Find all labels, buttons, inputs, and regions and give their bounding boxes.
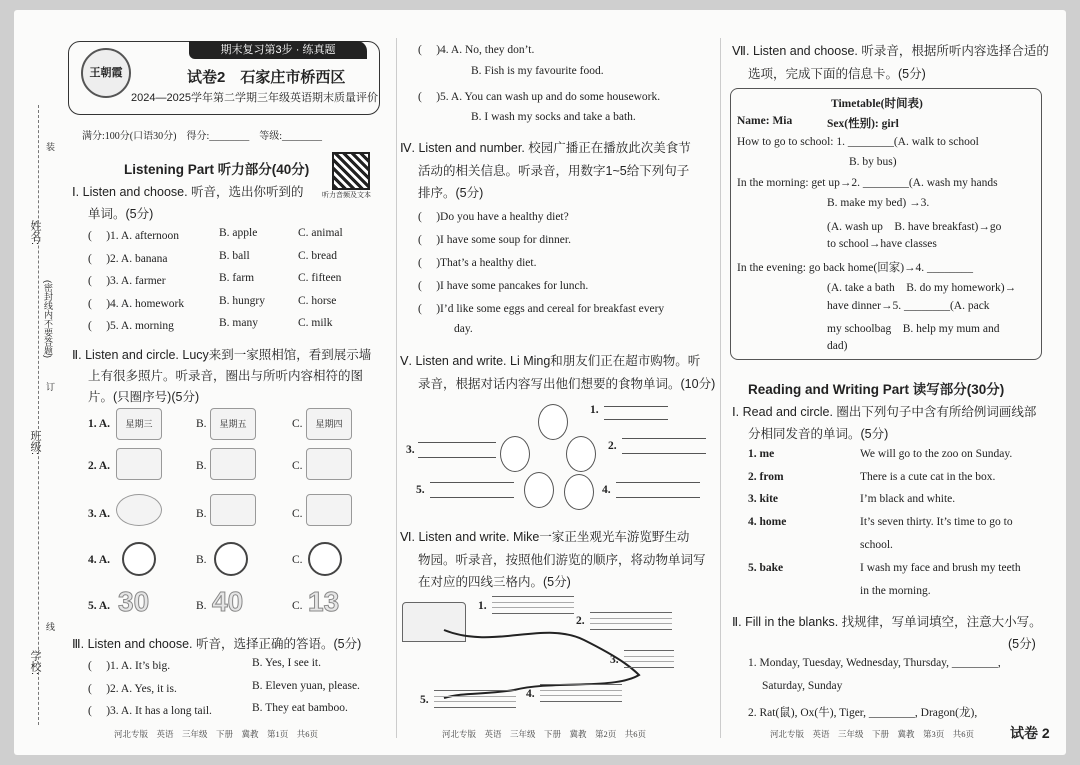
q2-b-label: B.: [196, 460, 207, 472]
footer-page2: 河北专版 英语 三年级 下册 冀教 第2页 共6页: [442, 729, 647, 739]
kid-face-2-icon: [566, 436, 596, 472]
reading1-word-1: 1. me: [748, 448, 775, 460]
timetable-morning-2: B. make my bed) →3.: [827, 197, 930, 209]
reading2-points: (5分): [1008, 637, 1036, 651]
timetable-name: Name: Mia: [737, 115, 793, 127]
seal-line: [38, 105, 39, 725]
seal-char-1: 装: [46, 142, 56, 152]
section5-line2: 录音，根据对话内容写出他们想要的食物单词。(10分): [418, 377, 716, 391]
reading1-line1: Ⅰ. Read and circle. 圈出下列句子中含有所给例词画线部: [732, 405, 1037, 419]
s4-item-2: ( )I have some soup for dinner.: [418, 234, 571, 246]
section4-line1: Ⅳ. Listen and number. 校园广播正在播放此次美食节: [400, 141, 691, 155]
timetable-title: Timetable(时间表): [831, 98, 923, 110]
s3-q2-b: B. Eleven yuan, please.: [252, 679, 360, 692]
s6-answer-3[interactable]: [624, 650, 674, 668]
seal-note: (密封线内不要答题): [43, 280, 53, 358]
clock-c-icon[interactable]: [308, 542, 342, 576]
s6-answer-1[interactable]: [492, 596, 574, 614]
timetable-evening-4: my schoolbag B. help my mum and: [827, 323, 1000, 335]
reading2-line1: Ⅱ. Fill in the blanks. 找规律，写单词填空，注意大小写。: [732, 615, 1042, 629]
step-badge: 期末复习第3步 · 练真题: [189, 41, 367, 59]
s6-answer-4[interactable]: [540, 684, 622, 702]
s4-item-3: ( )That’s a healthy diet.: [418, 257, 537, 269]
timetable-card: [730, 88, 1042, 360]
s3-q5: ( )5. A. You can wash up and do some housework.: [418, 91, 661, 103]
s4-last-word: day.: [454, 323, 473, 335]
person-sleeping-picture[interactable]: [116, 448, 162, 480]
seal-char-2: 订: [46, 382, 56, 392]
reading1-q4-cont: school.: [860, 539, 893, 551]
s6-num-4: 4.: [526, 688, 535, 700]
s1-q1-c: C. animal: [298, 227, 343, 239]
s3-q4-b: B. Fish is my favourite food.: [471, 65, 604, 77]
section6-line2: 物园。听录音，按照他们游览的顺序，将动物单词写: [418, 553, 706, 567]
timetable-evening-3: have dinner→5. ________(A. pack: [827, 300, 990, 312]
reading1-sentence-4: It’s seven thirty. It’s time to go to: [860, 516, 1013, 528]
reading1-q5-cont: in the morning.: [860, 585, 931, 597]
s3-q3-a: ( )3. A. It has a long tail.: [88, 705, 212, 717]
timetable-go-1: How to go to school: 1. ________(A. walk to school: [737, 136, 979, 148]
s6-num-2: 2.: [576, 615, 585, 627]
timetable-evening-1: In the evening: go back home(回家)→4. ________: [737, 262, 974, 274]
reading1-line2: 分相同发音的单词。(5分): [748, 427, 889, 441]
paper-number: 试卷 2: [1010, 725, 1050, 741]
timetable-morning-1: In the morning: get up→2. ________(A. wash my hands: [737, 177, 998, 189]
s6-answer-2[interactable]: [590, 612, 672, 630]
reading1-word-3: 3. kite: [748, 493, 779, 505]
number-40-picture[interactable]: 40: [212, 586, 244, 617]
q4-c-label: C.: [292, 554, 303, 566]
column-divider-2: [720, 38, 721, 738]
q3-a-label: 3. A.: [88, 508, 111, 520]
s5-answer-4[interactable]: [616, 482, 700, 498]
reading2-q1-cont: Saturday, Sunday: [762, 680, 843, 692]
footer-page1: 河北专版 英语 三年级 下册 冀教 第1页 共6页: [114, 729, 319, 739]
s3-q2-a: ( )2. A. Yes, it is.: [88, 682, 177, 695]
section5-line1: Ⅴ. Listen and write. Li Ming和朋友们正在超市购物。听: [400, 354, 701, 368]
timetable-evening-2: (A. take a bath B. do my homework)→: [827, 282, 1017, 294]
q5-a-label: 5. A.: [88, 600, 111, 612]
section2-line3: 片。(只圈序号)(5分): [88, 390, 200, 404]
s6-num-1: 1.: [478, 600, 487, 612]
s1-q3-c: C. fifteen: [298, 272, 342, 284]
s3-q3-b: B. They eat bamboo.: [252, 702, 348, 714]
swimming-picture[interactable]: [116, 494, 162, 526]
s1-q4-a: ( )4. A. homework: [88, 297, 185, 310]
section6-line1: Ⅵ. Listen and write. Mike一家正坐观光车游览野生动: [400, 530, 690, 544]
s6-num-3: 3.: [610, 654, 619, 666]
reading1-sentence-2: There is a cute cat in the box.: [860, 471, 996, 483]
listening-part-title: Listening Part 听力部分(40分): [124, 162, 310, 177]
reading-part-title: Reading and Writing Part 读写部分(30分): [748, 382, 1005, 397]
section1-title-2: 单词。(5分): [88, 207, 154, 221]
timetable-morning-4: to school→have classes: [827, 238, 937, 250]
s4-item-4: ( )I have some pancakes for lunch.: [418, 280, 589, 292]
s1-q3-a: ( )3. A. farmer: [88, 275, 166, 287]
q5-b-label: B.: [196, 600, 207, 612]
s5-num-4: 4.: [602, 484, 611, 496]
reading1-sentence-1: We will go to the zoo on Sunday.: [860, 448, 1013, 460]
kid-face-1-icon: [538, 404, 568, 440]
s6-answer-5[interactable]: [434, 690, 516, 708]
s4-item-1: ( )Do you have a healthy diet?: [418, 211, 569, 223]
section1-title: Ⅰ. Listen and choose. 听音，选出你听到的: [72, 185, 304, 199]
kid-face-3-icon: [500, 436, 530, 472]
timetable-go-2: B. by bus): [849, 156, 897, 168]
q5-c-label: C.: [292, 600, 303, 612]
score-line: 满分:100分(口语30分) 得分:________ 等级:________: [82, 131, 322, 142]
q3-c-label: C.: [292, 508, 303, 520]
school-label: 学校:: [29, 650, 41, 676]
s5-num-5: 5.: [416, 484, 425, 496]
exam-page: [14, 10, 1066, 755]
seal-char-3: 线: [46, 622, 56, 632]
reading2-q2: 2. Rat(鼠), Ox(牛), Tiger, ________, Dragon(龙),: [748, 707, 978, 719]
kid-face-5-icon: [524, 472, 554, 508]
q3-b-label: B.: [196, 508, 207, 520]
number-30-picture[interactable]: 30: [118, 586, 150, 617]
s1-q5-b: B. many: [219, 317, 258, 329]
s1-q1-a: ( )1. A. afternoon: [88, 230, 180, 242]
section4-line3: 排序。(5分): [418, 186, 484, 200]
s6-num-5: 5.: [420, 694, 429, 706]
q4-a-label: 4. A.: [88, 554, 111, 566]
paper-title: 试卷2 石家庄市桥西区: [187, 69, 346, 86]
section4-line2: 活动的相关信息。听录音，用数字1~5给下列句子: [418, 164, 690, 178]
logo: 王朝霞: [81, 48, 131, 98]
kid-face-4-icon: [564, 474, 594, 510]
s1-q5-c: C. milk: [298, 317, 333, 329]
section6-line3: 在对应的四线三格内。(5分): [418, 575, 571, 589]
s3-q1-a: ( )1. A. It’s big.: [88, 660, 171, 672]
column-divider-1: [396, 38, 397, 738]
s5-num-1: 1.: [590, 404, 599, 416]
section2-line1: Ⅱ. Listen and circle. Lucy来到一家照相馆，看到展示墙: [72, 348, 372, 362]
s3-q5-b: B. I wash my socks and take a bath.: [471, 111, 636, 123]
header-box: [68, 41, 380, 115]
paper-subtitle: 2024—2025学年第二学期三年级英语期末质量评价: [131, 92, 378, 104]
section3-title: Ⅲ. Listen and choose. 听音，选择正确的答语。(5分): [72, 637, 362, 651]
q2-c-label: C.: [292, 460, 303, 472]
clock-a-icon[interactable]: [122, 542, 156, 576]
s1-q4-b: B. hungry: [219, 294, 265, 307]
s5-answer-5[interactable]: [430, 482, 514, 498]
qr-code[interactable]: [332, 152, 370, 190]
reading1-sentence-5: I wash my face and brush my teeth: [860, 562, 1021, 574]
reading1-word-4: 4. home: [748, 516, 787, 528]
s1-q5-a: ( )5. A. morning: [88, 320, 174, 332]
s1-q2-b: B. ball: [219, 249, 250, 262]
girl-walking-picture[interactable]: [210, 494, 256, 526]
s5-answer-1[interactable]: [604, 406, 668, 420]
reading1-word-5: 5. bake: [748, 562, 784, 574]
section7-line2: 选项，完成下面的信息卡。(5分): [748, 67, 926, 81]
s5-num-2: 2.: [608, 440, 617, 452]
reading1-sentence-3: I’m black and white.: [860, 493, 956, 505]
class-label: 班级:: [29, 430, 41, 456]
name-label: 姓名:: [29, 220, 41, 246]
reading1-word-2: 2. from: [748, 471, 784, 483]
s4-item-5: ( )I’d like some eggs and cereal for breakfast every: [418, 303, 665, 315]
calendar-wed-picture[interactable]: 星期三: [116, 408, 162, 440]
timetable-morning-3: (A. wash up B. have breakfast)→go: [827, 221, 1002, 233]
q2-a-label: 2. A.: [88, 460, 111, 472]
calendar-thu-picture[interactable]: 星期四: [306, 408, 352, 440]
s1-q3-b: B. farm: [219, 272, 255, 284]
s5-num-3: 3.: [406, 444, 415, 456]
q4-b-label: B.: [196, 554, 207, 566]
calendar-fri-picture[interactable]: 星期五: [210, 408, 256, 440]
s3-q4: ( )4. A. No, they don’t.: [418, 44, 535, 56]
section2-line2: 上有很多照片。听录音，圈出与所听内容相符的图: [88, 369, 364, 383]
q1-b-label: B.: [196, 418, 207, 430]
timetable-sex: Sex(性别): girl: [827, 118, 899, 130]
s5-answer-2[interactable]: [622, 438, 706, 454]
section7-line1: Ⅶ. Listen and choose. 听录音，根据所听内容选择合适的: [732, 44, 1049, 58]
number-13-picture[interactable]: 13: [308, 586, 340, 617]
cooking-picture[interactable]: [306, 448, 352, 480]
timetable-evening-5: dad): [827, 340, 848, 352]
reading2-q1: 1. Monday, Tuesday, Wednesday, Thursday, ________,: [748, 657, 1001, 669]
clock-b-icon[interactable]: [214, 542, 248, 576]
tree-picture[interactable]: [306, 494, 352, 526]
q1-c-label: C.: [292, 418, 303, 430]
s5-answer-3[interactable]: [418, 442, 496, 458]
s1-q1-b: B. apple: [219, 227, 258, 239]
s1-q4-c: C. horse: [298, 294, 337, 307]
s3-q1-b: B. Yes, I see it.: [252, 657, 322, 669]
s1-q2-a: ( )2. A. banana: [88, 252, 168, 265]
q1-a-label: 1. A.: [88, 418, 111, 430]
qr-caption: 听力音频及文本: [322, 192, 371, 199]
s1-q2-c: C. bread: [298, 249, 337, 262]
footer-page3: 河北专版 英语 三年级 下册 冀教 第3页 共6页: [770, 729, 975, 739]
girl-picture[interactable]: [210, 448, 256, 480]
